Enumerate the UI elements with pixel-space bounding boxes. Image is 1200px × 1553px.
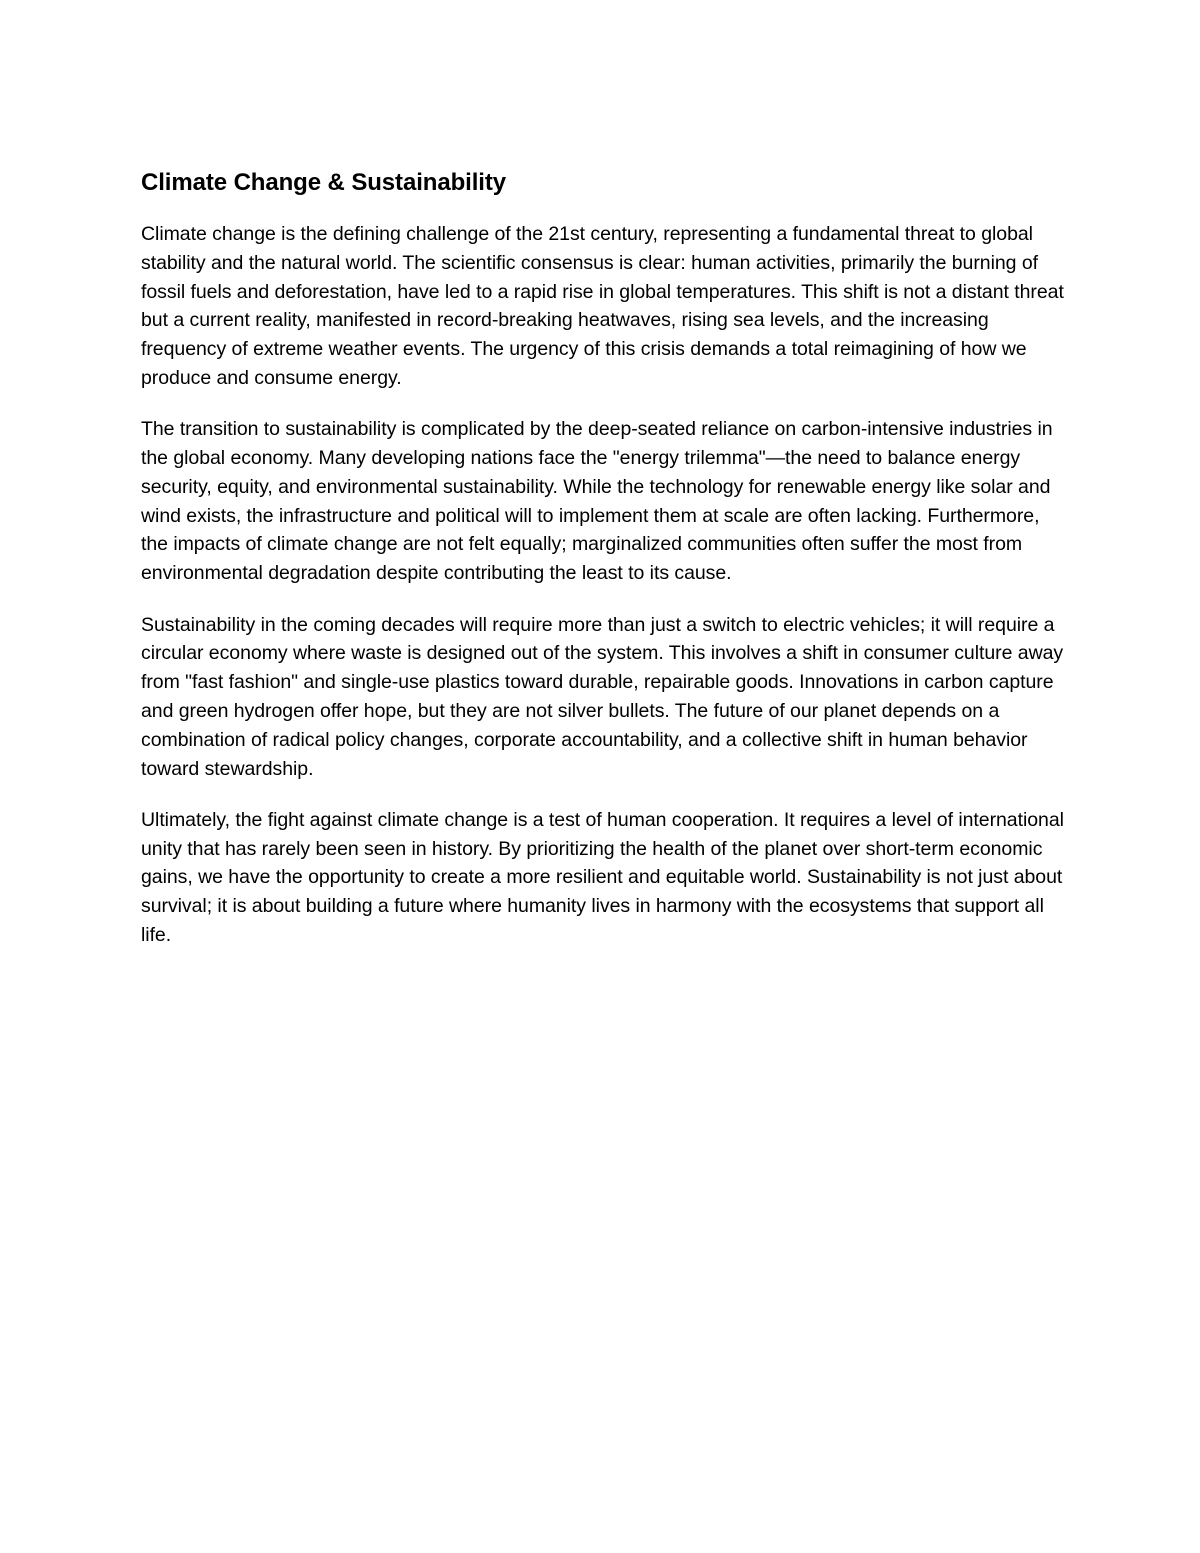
paragraph-3: Sustainability in the coming decades will require more than just a switch to electric vehicles; it will require a circular economy where waste is designed out of the system. This involves a shift in consumer culture away from "fast fashion" and single-use plastics toward durable, repairable goods. Innovations in carbon capture and green hydrogen offer hope, but they are not silver bullets. The future of our planet depends on a combination of radical policy changes, corporate accountability, and a collective shift in human behavior toward stewardship. <box>141 613 1064 780</box>
document-title: Climate Change & Sustainability <box>141 169 506 196</box>
paragraph-2: The transition to sustainability is complicated by the deep-seated reliance on carbon-intensive industries in the global economy. Many developing nations face the "energy trilemma"—the need to balance energy security, equity, and environmental sustainability. While the technology for renewable energy like solar and wind exists, the infrastructure and political will to implement them at scale are often lacking. Furthermore, the impacts of climate change are not felt equally; marginalized communities often suffer the most from environmental degradation despite contributing the least to its cause. <box>141 418 1053 585</box>
document-body <box>141 168 1066 972</box>
paragraph-4: Ultimately, the fight against climate change is a test of human cooperation. It requires a level of international unity that has rarely been seen in history. By prioritizing the health of the planet over short-term economic gains, we have the opportunity to create a more resilient and equitable world. Sustainability is not just about survival; it is about building a future where humanity lives in harmony with the ecosystems that support all life. <box>141 808 1064 947</box>
paragraph-1: Climate change is the defining challenge of the 21st century, representing a fundamental threat to global stability and the natural world. The scientific consensus is clear: human activities, primarily the burning of fossil fuels and deforestation, have led to a rapid rise in global temperatures. This shift is not a distant threat but a current reality, manifested in record-breaking heatwaves, rising sea levels, and the increasing frequency of extreme weather events. The urgency of this crisis demands a total reimagining of how we produce and consume energy. <box>141 223 1064 389</box>
